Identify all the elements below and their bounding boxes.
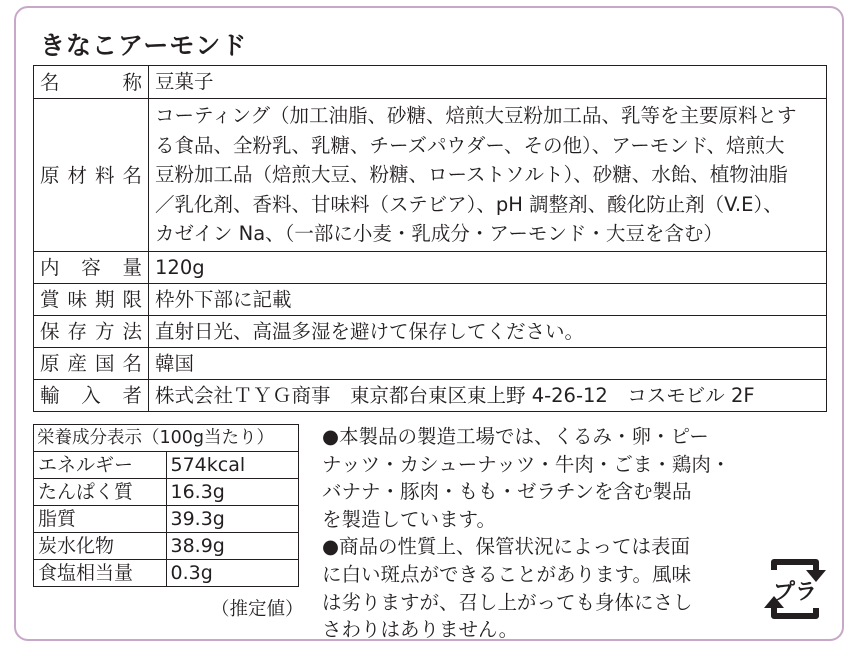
nutrition-footnote: （推定値） [211,599,304,620]
plastic-recycle-icon [760,556,830,622]
info-value: 韓国 [149,348,827,380]
info-row-origin [34,348,827,380]
nutrient-name: たんぱく質 [34,479,167,506]
info-row-name [34,66,827,99]
ingredients-line: る食品、全粉乳、乳糖、チーズパウダー、その他）、アーモンド、焙煎大 [155,133,785,157]
note-line: を製造しています。 [322,507,496,531]
info-row-content-amount [34,252,827,284]
note-line: ナッツ・カシューナッツ・牛肉・ごま・鶏肉・ [322,452,731,476]
ingredients-line: 豆粉加工品（焙煎大豆、粉糖、ローストソルト）、砂糖、水飴、植物油脂 [155,163,788,187]
note-line: ●本製品の製造工場では、くるみ・卵・ピー [322,425,709,448]
note-line: は劣りますが、召し上がっても身体にさし [322,590,693,614]
nutrient-value: 574kcal [166,452,299,479]
nutrition-row [34,452,299,479]
product-title: きなこアーモンド [40,31,248,60]
nutrition-row [34,506,299,533]
nutrient-name: 食塩相当量 [34,560,167,587]
note-line: さわりはありません。 [322,618,519,642]
info-key: 保存方法 [34,316,149,348]
info-value: 直射日光、高温多湿を避けて保存してください。 [149,316,827,348]
nutrient-value: 39.3g [166,506,299,533]
info-value [149,99,827,252]
info-key: 原材料名 [34,99,149,252]
nutrient-value: 38.9g [166,533,299,560]
ingredients-line: カゼイン Na、（一部に小麦・乳成分・アーモンド・大豆を含む） [155,222,723,246]
ingredients-line: コーティング（加工油脂、砂糖、焙煎大豆粉加工品、乳等を主要原料とす [155,104,797,128]
nutrition-header: 栄養成分表示（100g当たり） [34,425,299,452]
info-key: 名称 [34,66,149,99]
info-value: 120g [149,252,827,284]
info-key: 輸入者 [34,380,149,412]
note-line: ●商品の性質上、保管状況によっては表面 [322,535,691,559]
nutrition-row [34,560,299,587]
nutrient-value: 16.3g [166,479,299,506]
note-line: バナナ・豚肉・もも・ゼラチンを含む製品 [322,480,692,504]
nutrient-value: 0.3g [166,560,299,587]
info-key: 内容量 [34,252,149,284]
info-value: 株式会社ＴＹＧ商事 東京都台東区東上野 4-26-12 コスモビル 2F [149,380,827,412]
info-row-ingredients [34,99,827,252]
nutrition-table [33,424,299,587]
info-row-storage [34,316,827,348]
note-line: に白い斑点ができることがあります。風味 [322,562,691,586]
info-row-best-before [34,284,827,316]
nutrient-name: エネルギー [34,452,167,479]
nutrition-row [34,533,299,560]
info-key: 原産国名 [34,348,149,380]
nutrition-row [34,479,299,506]
info-value: 枠外下部に記載 [149,284,827,316]
allergen-notes [322,423,762,644]
info-key: 賞味期限 [34,284,149,316]
nutrition-header-row [34,425,299,452]
product-info-table [33,65,827,412]
info-row-importer [34,380,827,412]
nutrient-name: 炭水化物 [34,533,167,560]
ingredients-line: ／乳化剤、香料、甘味料（ステビア）、pH 調整剤、酸化防止剤（V.E）、 [155,192,783,216]
nutrient-name: 脂質 [34,506,167,533]
recycle-label: プラ [772,580,818,605]
info-value: 豆菓子 [149,66,827,99]
